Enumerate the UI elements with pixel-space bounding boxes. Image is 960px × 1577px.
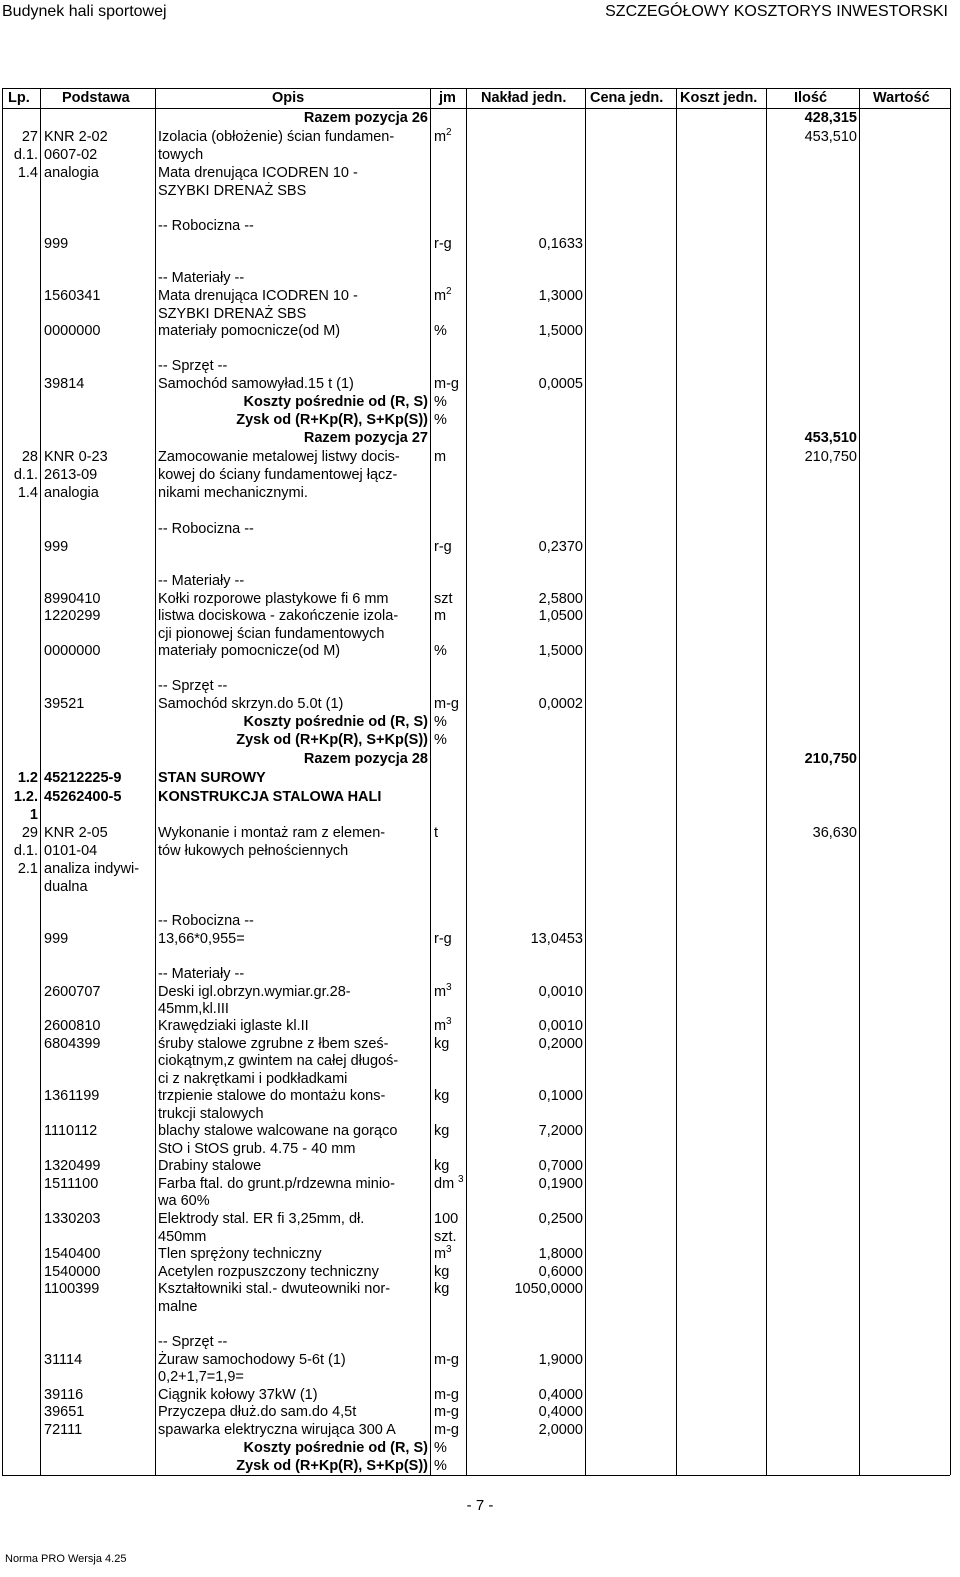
column-header-lp: Lp. — [8, 90, 30, 106]
cell-desc: Drabiny stalowe — [158, 1158, 262, 1174]
table-row — [0, 572, 960, 590]
cell-base: 1330203 — [44, 1211, 101, 1227]
cell-base: 39521 — [44, 696, 85, 712]
cell-naklad: 1,5000 — [538, 643, 583, 659]
table-row — [0, 607, 960, 625]
cell-base: analogia — [44, 485, 99, 501]
table-row — [0, 1140, 960, 1158]
cell-base: 0607-02 — [44, 147, 98, 163]
cell-jm: r-g — [434, 539, 452, 555]
cell-jm: m-g — [434, 1387, 459, 1403]
cell-base: 6804399 — [44, 1036, 101, 1052]
cell-desc: trzpienie stalowe do montażu kons- — [158, 1088, 386, 1104]
table-row — [0, 1280, 960, 1298]
cell-jm: % — [434, 1458, 447, 1474]
cell-desc: Mata drenująca ICODREN 10 - — [158, 165, 358, 181]
table-row — [0, 1368, 960, 1386]
cell-base: analogia — [44, 165, 99, 181]
cell-lp: 1 — [29, 807, 38, 823]
table-row — [0, 287, 960, 305]
table-row — [0, 448, 960, 466]
page-number: - 7 - — [466, 1497, 494, 1514]
cell-summary: Razem pozycja 26 — [303, 110, 428, 126]
cell-jm: % — [434, 323, 447, 339]
table-row — [0, 411, 960, 429]
table-row — [0, 1351, 960, 1369]
table-row — [0, 788, 960, 806]
cell-lp: d.1. — [13, 147, 38, 163]
cell-desc: -- Sprzęt -- — [158, 678, 228, 694]
table-row — [0, 590, 960, 608]
table-row — [0, 322, 960, 340]
cell-desc: materiały pomocnicze(od M) — [158, 323, 341, 339]
cell-summary: Koszty pośrednie od (R, S) — [243, 394, 428, 410]
cell-jm: % — [434, 394, 447, 410]
table-row — [0, 1035, 960, 1053]
cell-base: 1560341 — [44, 288, 101, 304]
cell-naklad: 0,0002 — [538, 696, 583, 712]
cell-naklad: 0,0005 — [538, 376, 583, 392]
cell-desc: KONSTRUKCJA STALOWA HALI — [158, 789, 382, 805]
cell-jm: % — [434, 643, 447, 659]
cell-lp: 1.4 — [17, 165, 38, 181]
cell-desc: trukcji stalowych — [158, 1106, 264, 1122]
cell-base: KNR 2-05 — [44, 825, 108, 841]
cell-desc: -- Robocizna -- — [158, 218, 254, 234]
cell-base: 72111 — [44, 1422, 83, 1438]
cell-naklad: 0,7000 — [538, 1158, 583, 1174]
table-row — [0, 1087, 960, 1105]
cell-base: 999 — [44, 236, 69, 252]
cell-jm: m — [434, 129, 447, 145]
cell-desc: 0,2+1,7=1,9= — [158, 1369, 244, 1385]
cell-desc: 450mm — [158, 1229, 207, 1245]
cell-naklad: 1,8000 — [538, 1246, 583, 1262]
cell-summary: Zysk od (R+Kp(R), S+Kp(S)) — [236, 412, 428, 428]
cell-naklad: 7,2000 — [538, 1123, 583, 1139]
table-row — [0, 878, 960, 896]
table-row — [0, 1333, 960, 1351]
cell-lp: 27 — [21, 129, 38, 145]
cell-desc: SZYBKI DRENAŻ SBS — [158, 183, 307, 199]
cell-jm: kg — [434, 1264, 450, 1280]
cell-desc: -- Materiały -- — [158, 573, 245, 589]
cell-naklad: 0,2500 — [538, 1211, 583, 1227]
cell-base: 8990410 — [44, 591, 101, 607]
cell-base: KNR 0-23 — [44, 449, 108, 465]
cell-desc: 45mm,kl.III — [158, 1001, 229, 1017]
cell-desc: towych — [158, 147, 204, 163]
cell-desc: Mata drenująca ICODREN 10 - — [158, 288, 358, 304]
cell-naklad: 1,5000 — [538, 323, 583, 339]
cell-naklad: 13,0453 — [530, 931, 583, 947]
table-row — [0, 269, 960, 287]
cell-naklad: 1,3000 — [538, 288, 583, 304]
cell-jm: kg — [434, 1036, 450, 1052]
table-row — [0, 806, 960, 824]
table-row — [0, 912, 960, 930]
cell-desc: spawarka elektryczna wirująca 300 A — [158, 1422, 396, 1438]
cell-jm: 100 — [434, 1211, 459, 1227]
cell-naklad: 1,9000 — [538, 1352, 583, 1368]
table-row — [0, 1017, 960, 1035]
cell-naklad: 1,0500 — [538, 608, 583, 624]
cell-desc: malne — [158, 1299, 198, 1315]
cell-desc: Kołki rozporowe plastykowe fi 6 mm — [158, 591, 389, 607]
table-row — [0, 217, 960, 235]
cell-jm: % — [434, 732, 447, 748]
cell-jm: szt — [434, 591, 453, 607]
table-row — [0, 1298, 960, 1316]
cell-ilosc: 36,630 — [812, 825, 857, 841]
unit-exponent: 3 — [446, 1016, 452, 1027]
cell-desc: -- Robocizna -- — [158, 521, 254, 537]
cell-base: 45212225-9 — [44, 770, 122, 786]
table-row — [0, 713, 960, 731]
cell-desc: Zamocowanie metalowej listwy docis- — [158, 449, 400, 465]
column-header-koszt: Koszt jedn. — [680, 90, 758, 106]
cell-base: 45262400-5 — [44, 789, 122, 805]
table-row — [0, 182, 960, 200]
cell-desc: -- Materiały -- — [158, 966, 245, 982]
cell-naklad: 0,0010 — [538, 984, 583, 1000]
table-row — [0, 1457, 960, 1475]
table-row — [0, 375, 960, 393]
cell-naklad: 0,0010 — [538, 1018, 583, 1034]
table-row — [0, 625, 960, 643]
cell-lp: 28 — [21, 449, 38, 465]
table-row — [0, 538, 960, 556]
header-left: Budynek hali sportowej — [2, 3, 167, 20]
table-row — [0, 1070, 960, 1088]
cell-base: 0000000 — [44, 643, 101, 659]
cell-base: 0101-04 — [44, 843, 98, 859]
cell-base: 1540400 — [44, 1246, 101, 1262]
cell-naklad: 0,1900 — [538, 1176, 583, 1192]
cell-desc: Elektrody stal. ER fi 3,25mm, dł. — [158, 1211, 365, 1227]
cell-naklad: 1050,0000 — [514, 1281, 583, 1297]
cell-desc: -- Sprzęt -- — [158, 1334, 228, 1350]
cell-summary: Razem pozycja 27 — [303, 430, 428, 446]
cell-naklad: 0,1000 — [538, 1088, 583, 1104]
cell-naklad: 0,2000 — [538, 1036, 583, 1052]
cell-desc: listwa dociskowa - zakończenie izola- — [158, 608, 399, 624]
cell-desc: -- Materiały -- — [158, 270, 245, 286]
table-row — [0, 1386, 960, 1404]
cell-jm: m-g — [434, 1422, 459, 1438]
cell-desc: -- Robocizna -- — [158, 913, 254, 929]
unit-exponent: 2 — [446, 286, 452, 297]
cell-desc: Wykonanie i montaż ram z elemen- — [158, 825, 386, 841]
table-row — [0, 484, 960, 502]
cell-desc: wa 60% — [158, 1193, 210, 1209]
table-row — [0, 860, 960, 878]
table-row — [0, 695, 960, 713]
unit-exponent: 3 — [446, 1244, 452, 1255]
cell-desc: Krawędziaki iglaste kl.II — [158, 1018, 309, 1034]
cell-base: 39116 — [44, 1387, 84, 1403]
cell-jm: % — [434, 412, 447, 428]
cell-jm: kg — [434, 1123, 450, 1139]
table-row — [0, 1245, 960, 1263]
table-row — [0, 842, 960, 860]
cell-ilosc: 453,510 — [804, 129, 857, 145]
cell-jm: m-g — [434, 376, 459, 392]
table-row — [0, 305, 960, 323]
cell-base: 1540000 — [44, 1264, 101, 1280]
table-row — [0, 983, 960, 1001]
cell-desc: ci z nakrętkami i podkładkami — [158, 1071, 348, 1087]
column-header-podstawa: Podstawa — [62, 90, 130, 106]
cell-jm: % — [434, 1440, 447, 1456]
table-row — [0, 1439, 960, 1457]
table-row — [0, 750, 960, 768]
cell-desc: Przyczepa dłuż.do sam.do 4,5t — [158, 1404, 357, 1420]
cell-base: 0000000 — [44, 323, 101, 339]
table-row — [0, 965, 960, 983]
cell-desc: -- Sprzęt -- — [158, 358, 228, 374]
cell-base: 2600707 — [44, 984, 101, 1000]
cell-jm: m — [434, 288, 447, 304]
cell-desc: nikami mechanicznymi. — [158, 485, 308, 501]
cell-lp: d.1. — [13, 843, 38, 859]
cell-base: analiza indywi- — [44, 861, 140, 877]
cell-jm: kg — [434, 1088, 450, 1104]
cell-base: 999 — [44, 539, 69, 555]
column-header-wartosc: Wartość — [873, 90, 930, 106]
cell-lp: 1.2. — [13, 789, 38, 805]
table-row — [0, 466, 960, 484]
cell-desc: kowej do ściany fundamentowej łącz- — [158, 467, 398, 483]
table-row — [0, 1105, 960, 1123]
cell-base: 1320499 — [44, 1158, 101, 1174]
cell-desc: Acetylen rozpuszczony techniczny — [158, 1264, 379, 1280]
cell-summary: Zysk od (R+Kp(R), S+Kp(S)) — [236, 732, 428, 748]
cell-ilosc: 210,750 — [804, 751, 857, 767]
table-row — [0, 1263, 960, 1281]
table-row — [0, 1052, 960, 1070]
cell-lp: 2.1 — [17, 861, 38, 877]
column-header-opis: Opis — [272, 90, 305, 106]
cell-desc: ciokątnym,z gwintem na całej długoś- — [158, 1053, 399, 1069]
cell-base: 1220299 — [44, 608, 101, 624]
cell-base: dualna — [44, 879, 88, 895]
cell-naklad: 0,2370 — [538, 539, 583, 555]
cell-desc: 13,66*0,955= — [158, 931, 245, 947]
column-header-ilosc: Ilość — [794, 90, 828, 106]
cell-jm: m — [434, 984, 447, 1000]
table-row — [0, 128, 960, 146]
cell-jm: m — [434, 1018, 447, 1034]
table-row — [0, 677, 960, 695]
cell-jm: m — [434, 608, 447, 624]
cell-base: 1100399 — [44, 1281, 100, 1297]
cell-jm: r-g — [434, 236, 452, 252]
cell-desc: Farba ftal. do grunt.p/rdzewna minio- — [158, 1176, 395, 1192]
cell-jm: t — [434, 825, 439, 841]
unit-exponent: 3 — [446, 982, 452, 993]
cell-base: 1110112 — [44, 1123, 98, 1139]
bottom-rule — [2, 1475, 950, 1476]
table-row — [0, 1421, 960, 1439]
cell-lp: d.1. — [13, 467, 38, 483]
cell-jm: m-g — [434, 1404, 459, 1420]
cell-base: KNR 2-02 — [44, 129, 108, 145]
table-row — [0, 164, 960, 182]
cell-summary: Razem pozycja 28 — [303, 751, 428, 767]
cell-ilosc: 428,315 — [804, 110, 857, 126]
cell-naklad: 0,6000 — [538, 1264, 583, 1280]
cell-lp: 1.2 — [17, 770, 38, 786]
cell-desc: Samochód samowyład.15 t (1) — [158, 376, 354, 392]
cell-lp: 1.4 — [17, 485, 38, 501]
cell-jm: r-g — [434, 931, 452, 947]
header-right: SZCZEGÓŁOWY KOSZTORYS INWESTORSKI — [605, 3, 948, 20]
cell-base: 999 — [44, 931, 69, 947]
unit-exponent: 3 — [458, 1174, 464, 1185]
table-row — [0, 357, 960, 375]
cell-desc: SZYBKI DRENAŻ SBS — [158, 306, 307, 322]
cell-desc: Tlen sprężony techniczny — [158, 1246, 322, 1262]
cell-desc: Kształtowniki stal.- dwuteowniki nor- — [158, 1281, 391, 1297]
cell-desc: Deski igl.obrzyn.wymiar.gr.28- — [158, 984, 351, 1000]
table-row — [0, 824, 960, 842]
table-row — [0, 769, 960, 787]
cell-jm: % — [434, 714, 447, 730]
table-row — [0, 393, 960, 411]
cell-desc: śruby stalowe zgrubne z łbem sześ- — [158, 1036, 389, 1052]
cell-desc: Żuraw samochodowy 5-6t (1) — [158, 1352, 346, 1368]
cell-jm: szt. — [434, 1229, 457, 1245]
footer-version: Norma PRO Wersja 4.25 — [5, 1553, 127, 1565]
cell-base: 39651 — [44, 1404, 85, 1420]
table-row — [0, 109, 960, 127]
cell-ilosc: 453,510 — [804, 430, 857, 446]
table-row — [0, 520, 960, 538]
table-row — [0, 429, 960, 447]
table-row — [0, 146, 960, 164]
cell-base: 39814 — [44, 376, 85, 392]
cell-summary: Zysk od (R+Kp(R), S+Kp(S)) — [236, 1458, 428, 1474]
table-row — [0, 1228, 960, 1246]
table-row — [0, 731, 960, 749]
cell-desc: materiały pomocnicze(od M) — [158, 643, 341, 659]
cell-base: 1511100 — [44, 1176, 99, 1192]
cell-jm: m-g — [434, 696, 459, 712]
table-row — [0, 1122, 960, 1140]
cell-naklad: 0,4000 — [538, 1387, 583, 1403]
cell-naklad: 0,4000 — [538, 1404, 583, 1420]
cell-desc: Samochód skrzyn.do 5.0t (1) — [158, 696, 344, 712]
table-row — [0, 1000, 960, 1018]
cell-naklad: 2,5800 — [538, 591, 583, 607]
cell-base: 31114 — [44, 1352, 83, 1368]
table-row — [0, 642, 960, 660]
cell-ilosc: 210,750 — [804, 449, 857, 465]
unit-exponent: 2 — [446, 127, 452, 138]
cell-desc: blachy stalowe walcowane na gorąco — [158, 1123, 398, 1139]
table-row — [0, 1192, 960, 1210]
column-header-cena: Cena jedn. — [590, 90, 664, 106]
table-row — [0, 1175, 960, 1193]
table-row — [0, 235, 960, 253]
cell-desc: tów łukowych pełnościennych — [158, 843, 349, 859]
cell-base: 1361199 — [44, 1088, 100, 1104]
cell-lp: 29 — [21, 825, 38, 841]
table-row — [0, 1210, 960, 1228]
cell-desc: cji pionowej ścian fundamentowych — [158, 626, 385, 642]
cell-naklad: 2,0000 — [538, 1422, 583, 1438]
cell-base: 2600810 — [44, 1018, 101, 1034]
table-row — [0, 930, 960, 948]
cell-jm: m — [434, 1246, 447, 1262]
cell-desc: Ciągnik kołowy 37kW (1) — [158, 1387, 318, 1403]
cell-desc: Izolacia (obłożenie) ścian fundamen- — [158, 129, 395, 145]
cell-jm: kg — [434, 1281, 450, 1297]
cell-summary: Koszty pośrednie od (R, S) — [243, 1440, 428, 1456]
cell-desc: STAN SUROWY — [158, 770, 266, 786]
cell-jm: kg — [434, 1158, 450, 1174]
column-header-jm: jm — [439, 90, 456, 106]
cell-jm: m-g — [434, 1352, 459, 1368]
table-row — [0, 1157, 960, 1175]
cell-naklad: 0,1633 — [538, 236, 583, 252]
column-header-naklad: Nakład jedn. — [481, 90, 567, 106]
cell-base: 2613-09 — [44, 467, 98, 483]
cell-jm: m — [434, 449, 447, 465]
cell-summary: Koszty pośrednie od (R, S) — [243, 714, 428, 730]
cell-jm: dm — [434, 1176, 455, 1192]
table-row — [0, 1403, 960, 1421]
cell-desc: StO i StOS grub. 4.75 - 40 mm — [158, 1141, 356, 1157]
